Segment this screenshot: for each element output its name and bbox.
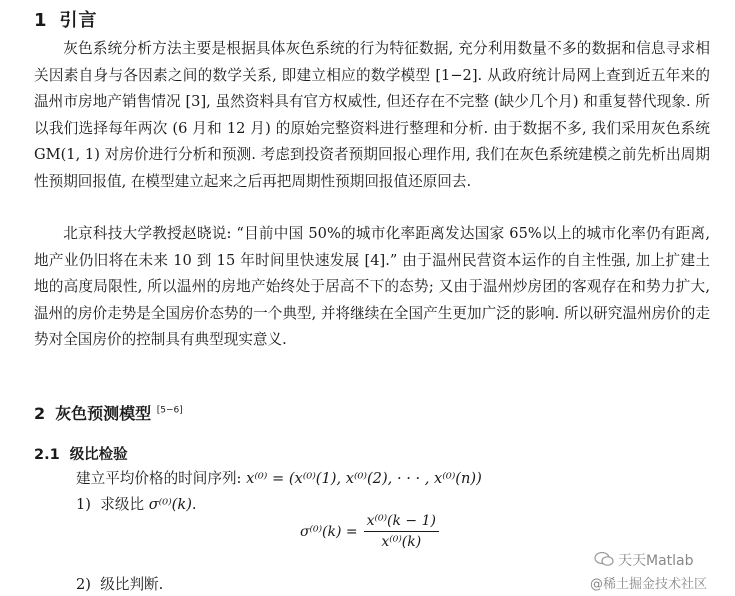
step-text: 求级比 — [100, 496, 149, 513]
formula-fraction — [364, 513, 439, 550]
section-title: 引言 — [59, 10, 98, 31]
subsection-heading-2-1 — [34, 443, 128, 464]
definition-text: 建立平均价格的时间序列: — [76, 470, 247, 487]
section-number: 1 — [34, 10, 48, 31]
citation-ref: [5−6] — [156, 405, 183, 416]
time-series-definition — [76, 467, 482, 488]
watermark-site: @稀土掘金技术社区 — [590, 577, 708, 592]
time-series-formula: x⁽⁰⁾ = (x⁽⁰⁾(1), x⁽⁰⁾(2), · · · , x⁽⁰⁾(n)) — [246, 470, 482, 487]
section-number: 2 — [34, 404, 46, 423]
subsection-number: 2.1 — [34, 447, 60, 463]
wechat-icon — [594, 552, 614, 566]
intro-paragraph-2: 北京科技大学教授赵晓说: “目前中国 50%的城市化率距离发达国家 65%以上的城市化率仍有距离, 地产业仍旧将在未来 10 到 15 年时间里快速发展 [4].” 由于温州民营资本运作的自主性强, 加上扩建土地的高度局限性, 所以温州的房地产始终处于居高不下的态势; 又由于温州炒房团的客观存在和势力扩大, 温州的房价走势是全国房价态势的一个典型, 并将继续在全国产生更加广泛的影响. 所以研究温州房价的走势对全国房价的控制具有典型现实意义. — [34, 225, 710, 348]
step-label: 2) — [76, 576, 91, 593]
formula-denominator: x⁽⁰⁾(k) — [381, 534, 422, 550]
step-label: 1) — [76, 496, 91, 513]
step-math: σ⁽⁰⁾(k). — [148, 496, 197, 513]
step-1 — [76, 493, 197, 514]
section-heading-1 — [34, 6, 98, 32]
intro-paragraph-1: 灰色系统分析方法主要是根据具体灰色系统的行为特征数据, 充分利用数量不多的数据和信息寻求相关因素自身与各因素之间的数学关系, 即建立相应的数学模型 [1−2]. 从政府统计局网上查到近五年来的温州市房地产销售情况 [3], 虽然资料具有官方权威性, 但还存在不完整 (缺少几个月) 和重复替代现象. 所以我们选择每年两次 (6 月和 12 月) 的原始完整资料进行整理和分析. 由于数据不多, 我们采用灰色系统 GM(1, 1) 对房价进行分析和预测. 考虑到投资者预期回报心理作用, 我们在灰色系统建模之前先析出周期性预期回报值, 在模型建立起来之后再把周期性预期回报值还原回去. — [34, 40, 710, 190]
step-2 — [76, 573, 163, 594]
watermark-brand: 天天Matlab — [618, 553, 694, 569]
step-text: 级比判断. — [100, 576, 164, 593]
section-heading-2 — [34, 401, 183, 424]
section-title: 灰色预测模型 — [55, 404, 152, 423]
formula-lhs: σ⁽⁰⁾(k) = — [300, 523, 358, 540]
ratio-formula — [300, 513, 439, 550]
formula-numerator: x⁽⁰⁾(k − 1) — [364, 513, 439, 532]
subsection-title: 级比检验 — [69, 447, 128, 463]
